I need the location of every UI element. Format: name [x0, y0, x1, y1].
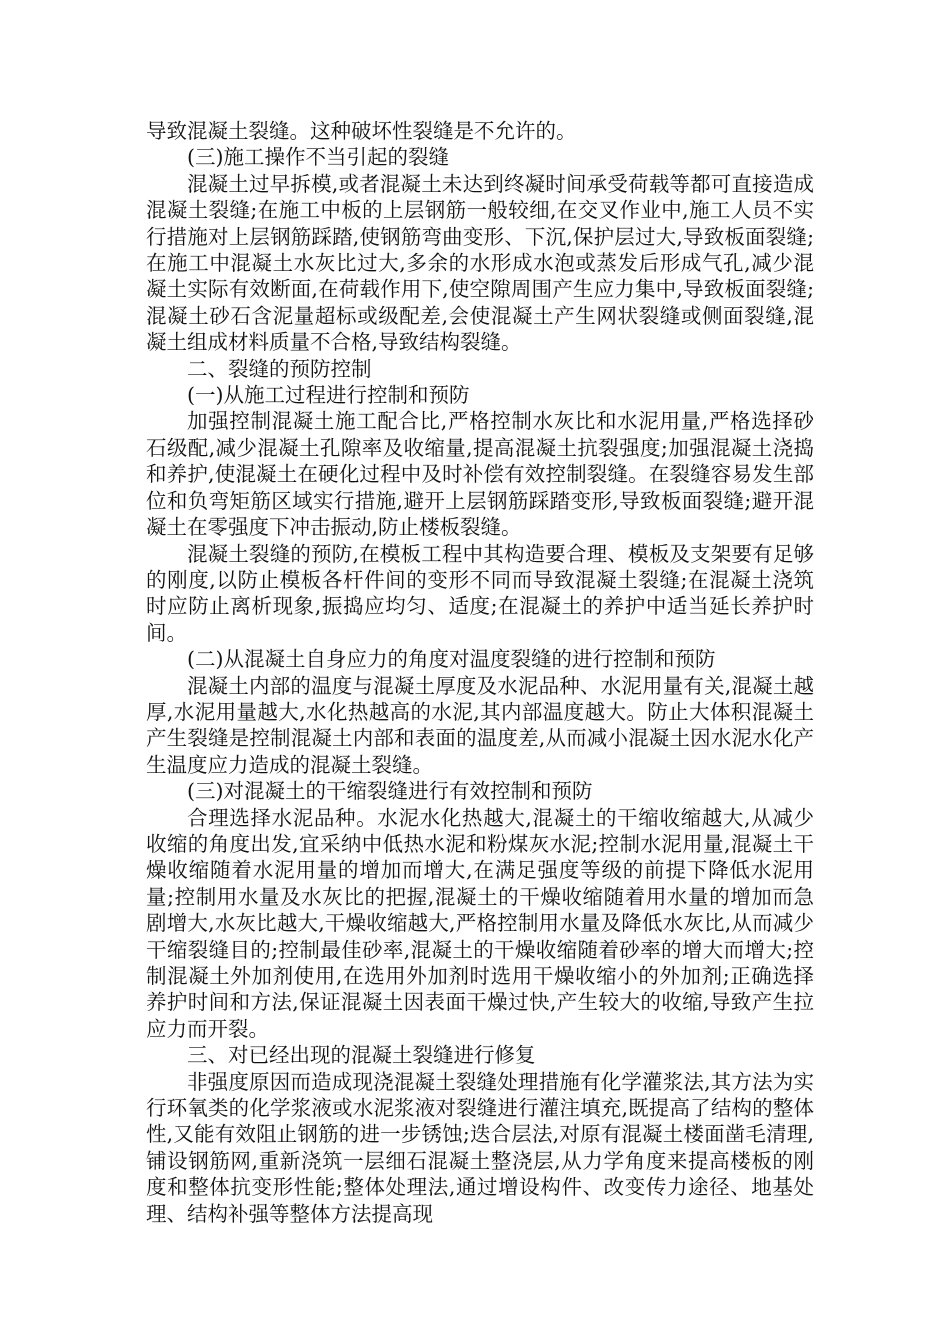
heading-prevention-control: 二、裂缝的预防控制 — [187, 356, 372, 381]
heading-crack-repair: 三、对已经出现的混凝土裂缝进行修复 — [187, 1043, 536, 1068]
subheading-shrinkage-cracks: (三)对混凝土的干缩裂缝进行有效控制和预防 — [187, 779, 593, 804]
subheading-temperature-cracks: (二)从混凝土自身应力的角度对温度裂缝的进行控制和预防 — [187, 647, 716, 672]
paragraph-formwork-prevention: 混凝土裂缝的预防,在模板工程中其构造要合理、模板及支架要有足够的刚度,以防止模板各杆件间的变形不同而导致混凝土裂缝;在混凝土浇筑时应防止离析现象,振捣应均匀、适度;在混凝土的养护中适当延长养护时间。 — [146, 541, 814, 645]
paragraph-continuation: 导致混凝土裂缝。这种破坏性裂缝是不允许的。 — [146, 119, 577, 143]
paragraph-construction-cracks: 混凝土过早拆模,或者混凝土未达到终凝时间承受荷载等都可直接造成混凝土裂缝;在施工中板的上层钢筋一般较细,在交叉作业中,施工人员不实行措施对上层钢筋踩踏,使钢筋弯曲变形、下沉,保护层过大,导致板面裂缝;在施工中混凝土水灰比过大,多余的水形成水泡或蒸发后形成气孔,减少混凝土实际有效断面,在荷载作用下,使空隙周围产生应力集中,导致板面裂缝;混凝土砂石含泥量超标或级配差,会使混凝土产生网状裂缝或侧面裂缝,混凝土组成材料质量不合格,导致结构裂缝。 — [146, 171, 814, 355]
paragraph-crack-repair: 非强度原因而造成现浇混凝土裂缝处理措施有化学灌浆法,其方法为实行环氧类的化学浆液或水泥浆液对裂缝进行灌注填充,既提高了结构的整体性,又能有效阻止钢筋的进一步锈蚀;迭合层法,对原有混凝土楼面凿毛清理,铺设钢筋网,重新浇筑一层细石混凝土整浇层,从力学角度来提高楼板的刚度和整体抗变形性能;整体处理法,通过增设构件、改变传力途径、地基处理、结构补强等整体方法提高现 — [146, 1069, 814, 1226]
paragraph-process-control: 加强控制混凝土施工配合比,严格控制水灰比和水泥用量,严格选择砂石级配,减少混凝土孔隙率及收缩量,提高混凝土抗裂强度;加强混凝土浇捣和养护,使混凝土在硬化过程中及时补偿有效控制裂缝。在裂缝容易发生部位和负弯矩筋区域实行措施,避开上层钢筋踩踏变形,导致板面裂缝;避开混凝土在零强度下冲击振动,防止楼板裂缝。 — [146, 409, 814, 540]
document-body — [146, 118, 814, 1227]
paragraph-shrinkage-cracks: 合理选择水泥品种。水泥水化热越大,混凝土的干缩收缩越大,从减少收缩的角度出发,宜采纳中低热水泥和粉煤灰水泥;控制水泥用量,混凝土干燥收缩随着水泥用量的增加而增大,在满足强度等级的前提下降低水泥用量;控制用水量及水灰比的把握,混凝土的干燥收缩随着用水量的增加而急剧增大,水灰比越大,干燥收缩越大,严格控制用水量及降低水灰比,从而减少干缩裂缝目的;控制最佳砂率,混凝土的干燥收缩随着砂率的增大而增大;控制混凝土外加剂使用,在选用外加剂时选用干燥收缩小的外加剂;正确选择养护时间和方法,保证混凝土因表面干燥过快,产生较大的收缩,导致产生拉应力而开裂。 — [146, 805, 814, 1041]
paragraph-temperature-cracks: 混凝土内部的温度与混凝土厚度及水泥品种、水泥用量有关,混凝土越厚,水泥用量越大,水化热越高的水泥,其内部温度越大。防止大体积混凝土产生裂缝是控制混凝土内部和表面的温度差,从而减小混凝土因水泥水化产生温度应力造成的混凝土裂缝。 — [146, 673, 814, 777]
subheading-process-control: (一)从施工过程进行控制和预防 — [187, 383, 470, 408]
subheading-construction-cracks: (三)施工操作不当引起的裂缝 — [187, 145, 449, 170]
